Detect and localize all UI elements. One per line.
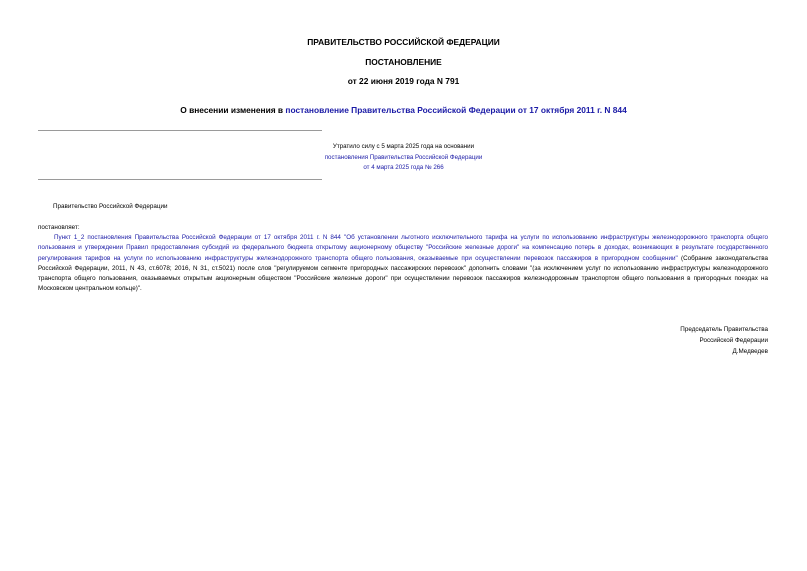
- status-note: [230, 142, 577, 174]
- divider-top: [38, 130, 322, 131]
- issuer-text: Правительство Российской Федерации: [53, 203, 168, 210]
- title-prefix: О внесении изменения в: [180, 105, 286, 115]
- signature-position: Председатель Правительства: [680, 326, 768, 333]
- signature-block: [680, 324, 768, 357]
- signature-country: Российской Федерации: [699, 337, 768, 344]
- paragraph-link[interactable]: Пункт 1_2 постановления Правительства Российской Федерации от 17 октября 2011 г. N 844 "Об установлении льготного исключительного тарифа на услуги по использованию инфраструктуры железнодорожного транспорта общего пользования и утверждении Правил предоставления субсидий из федерального бюджета открытому акционерному обществу "Российские железные дороги" на компенсацию потерь в доходах, возникающих в результате государственного регулирования тарифов на услуги по использованию инфраструктуры железнодорожного транспорта общего пользования, оказываемые при осуществлении перевозок пассажиров в пригородном сообщении": [38, 234, 768, 262]
- header-doc-type: ПОСТАНОВЛЕНИЕ: [365, 57, 442, 67]
- status-note-text: Утратило силу с 5 марта 2025 года на основании: [332, 143, 475, 150]
- paragraph-rest: (Собрание законодательства Российской Федерации, 2011, N 43, ст.6078; 2016, N 31, ст.5021) после слов "регулируемом сегменте пригородных пассажирских перевозок" дополнить словами "(за исключением услуг по использованию инфраструктуры железнодорожного транспорта общего пользования, оказываемых открытым акционерным обществом "Российские железные дороги" при осуществлении перевозок пассажиров железнодорожным транспортом общего пользования в пригородных поездах на Московском центральном кольце)".: [38, 254, 768, 293]
- document-title: [0, 105, 807, 115]
- header-date-number: от 22 июня 2019 года N 791: [347, 76, 460, 86]
- decrees-text: постановляет:: [38, 224, 80, 231]
- title-link[interactable]: постановление Правительства Российской Федерации от 17 октября 2011 г. N 844: [285, 105, 627, 115]
- header-government: ПРАВИТЕЛЬСТВО РОССИЙСКОЙ ФЕДЕРАЦИИ: [307, 37, 500, 47]
- signature-name: Д.Медведев: [732, 348, 768, 355]
- status-note-link-1[interactable]: постановления Правительства Российской Федерации: [324, 153, 483, 161]
- status-note-link-2[interactable]: от 4 марта 2025 года № 266: [363, 164, 444, 171]
- main-paragraph: [38, 233, 768, 295]
- divider-bottom: [38, 179, 322, 180]
